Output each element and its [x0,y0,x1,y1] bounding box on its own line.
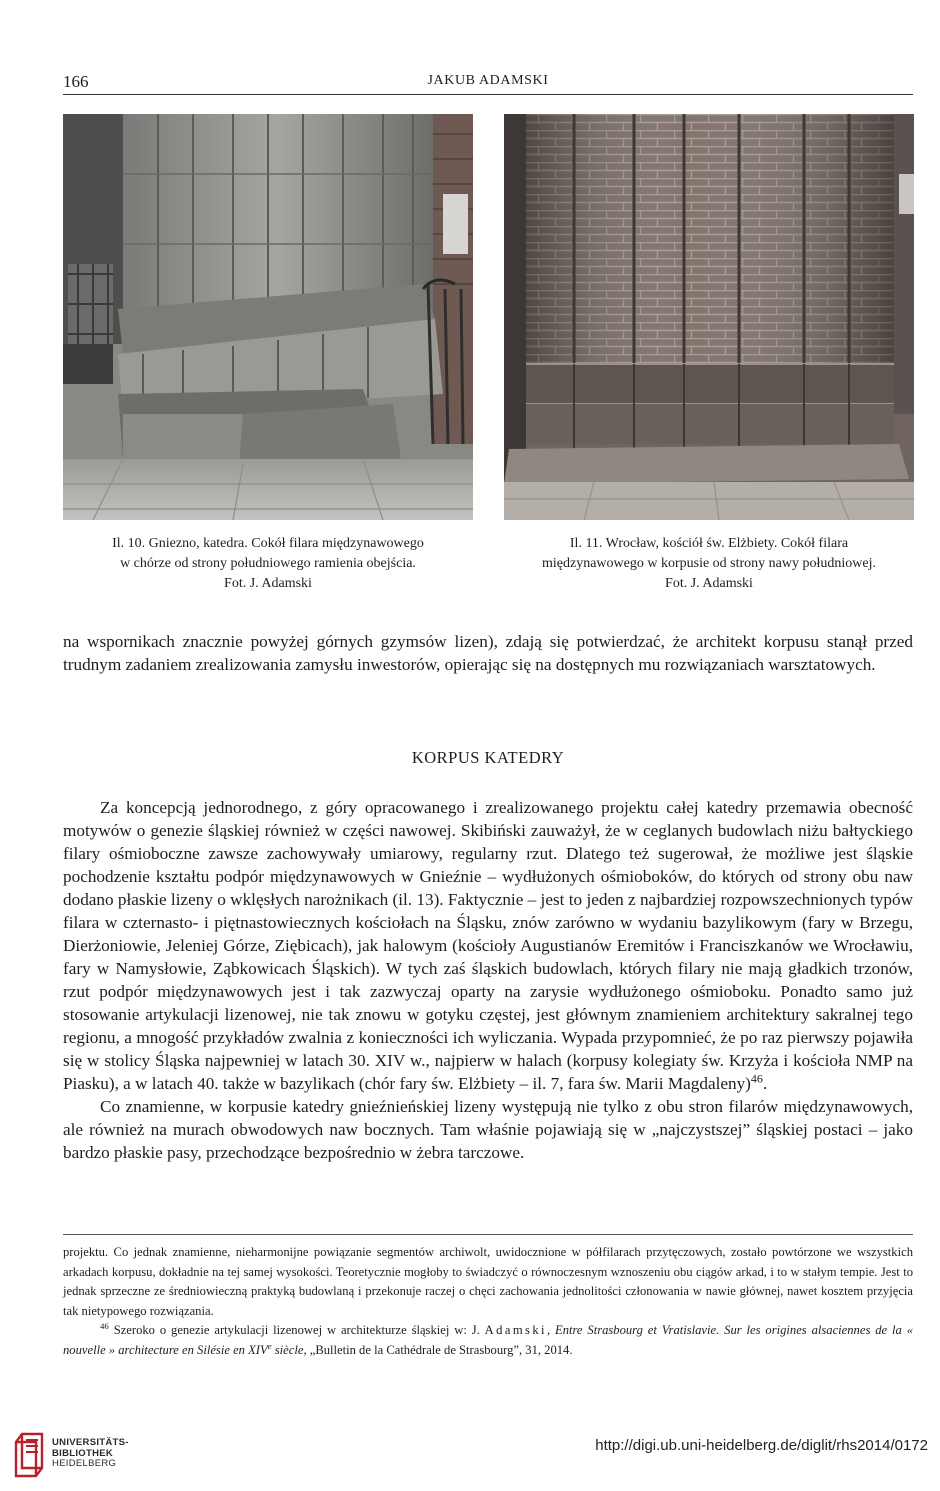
logo-line: UNIVERSITÄTS- [52,1437,129,1448]
caption-line: Fot. J. Adamski [224,576,312,591]
digital-library-url[interactable]: http://digi.ub.uni-heidelberg.de/diglit/rhs2014/0172 [595,1437,928,1454]
page-number: 166 [63,72,89,91]
footnote-46: $^{46}$ Szeroko o genezie artykulacji lizenowej w architekturze śląskiej w: J. Adamski, Entre Strasbourg et Vratislavie. Sur les origines alsaciennes de la « nouvelle » architecture en Silésie en XIVe siècle, „Bulletin de la Cathédrale de Strasbourg”, 31, 2014. [63,1321,913,1357]
continued-paragraph [63,630,913,676]
figure-10-photo [63,114,473,520]
footnote-title: Entre Strasbourg et Vratislavie. Sur les origines alsaciennes de la « nouvelle » architecture en Silésie en XIV [63,1323,913,1357]
footnote-title-superscript: e [267,1340,272,1351]
library-logo-text [52,1438,129,1470]
logo-line: HEIDELBERG [52,1458,117,1469]
footnote-source: , „Bulletin de la Cathédrale de Strasbourg”, 31, 2014. [303,1342,573,1357]
library-emblem-icon [12,1430,48,1478]
footnotes [63,1243,913,1361]
paragraph-end: . [762,1074,768,1093]
caption-line: w chórze od strony południowego ramienia obejścia. [120,556,416,571]
footnote-separator [63,1234,913,1235]
paragraph-text: Za koncepcją jednorodnego, z góry opracowanego i zrealizowanego projektu całej katedry przemawia obecność motywów o genezie śląskiej również w części nawowej. Skibiński zauważył, że w ceglanych budowlach niżu bałtyckiego filary ośmioboczne zawsze zachowywały umiarowy, regularny rzut. Dlatego też sugerował, że możliwe jest śląskie pochodzenie kształtu podpór międzynawowych w Gnieźnie – wydłużonych ośmioboków, do których od strony obu naw dodano płaskie lizeny o wklęsłych narożnikach (il. 13). Faktycznie – jest to jeden z najbardziej rozpowszechnionych typów filara w czternasto- i piętnastowiecznych kościołach na Śląsku, znów zarówno w wydaniu bazylikowym (fary w Brzegu, Dierżoniowie, Jeleniej Górze, Ziębicach), jak halowym (kościoły Augustianów Eremitów i Franciszkanów we Wrocławiu, fary w Namysłowie, Ząbkowicach Śląskich). W tych zaś śląskich budowlach, których filary nie mają gładkich trzonów, rzut podpór międzynawowych jest i tak zazwyczaj oparty na zarysie wydłużonego ośmioboku. Ponadto samo już stosowanie artykulacji lizenowej, nie tak znowu w gotyku częstej, jest głównym znamieniem architektury sakralnej tego regionu, a mnogość przykładów zwalnia z konieczności ich wyliczania. Wypada przypomnieć, że po raz pierwszy pojawiła się w stolicy Śląska najpewniej w latach 30. XIV w., najpierw w halach (korpusy kolegiaty św. Krzyża i kościoła NMP na Piasku), a w latach 40. także w bazylikach (chór fary św. Elżbiety – il. 7, fara św. Marii Magdaleny) [63,798,913,1093]
wroclaw-pillar-photo [504,114,914,520]
footnote-text: Szeroko o genezie artykulacji lizenowej w architekturze śląskiej w: J. [113,1323,480,1338]
footnote-title-end: siècle [271,1342,304,1357]
paragraph: Co znamienne, w korpusie katedry gnieźnieńskiej lizeny występują nie tylko z obu stron filarów międzynawowych, ale również na murach obwodowych naw bocznych. Tam właśnie pojawiają się w „najczystszej” śląskiej postaci – jako bardzo płaskie pasy, przechodzące bezpośrednio w żebra tarczowe. [63,1097,913,1162]
caption-line: Il. 10. Gniezno, katedra. Cokół filara międzynawowego [112,536,424,551]
running-header [63,68,913,95]
footnote-reference[interactable]: 46 [750,1071,763,1086]
caption-line: Il. 11. Wrocław, kościół św. Elżbiety. Cokół filara [569,536,849,551]
running-head-author: JAKUB ADAMSKI [427,73,549,88]
paragraph: na wspornikach znacznie powyżej górnych gzymsów lizen), zdają się potwierdzać, że architekt korpusu stanął przed trudnym zadaniem zrealizowania zamysłu inwestorów, opierając się na dostępnych mu rozwiązaniach warsztatowych. [63,632,913,674]
logo-line: BIBLIOTHEK [52,1447,114,1459]
paragraph [63,796,913,1095]
library-logo [12,1430,152,1480]
footnote-number: 46 [100,1321,109,1332]
figure-10-caption [63,534,473,594]
caption-line: międzynawowego w korpusie od strony nawy południowej. [542,556,876,571]
figure-11-photo [504,114,914,520]
footnote-author: Adamski [484,1323,547,1338]
section-body [63,796,913,1164]
figure-11-caption [504,534,914,594]
caption-line: Fot. J. Adamski [665,576,753,591]
section-heading: KORPUS KATEDRY [411,748,565,767]
footnote-continuation: projektu. Co jednak znamienne, nieharmonijne powiązanie segmentów archiwolt, uwidocznione w półfilarach przytęczowych, zostało powtórzone we wszystkich arkadach korpusu, dokładnie na tej samej wysokości. Teoretycznie mogłoby to świadczyć o równoczesnym wznoszeniu obu ciągów arkad, i to w stałym tempie. Jest to jednak sprzeczne ze średniowieczną praktyką budowlaną i przekonuje raczej o chęci zachowania jednolitości członowania w nawie głównej, nawet kosztem przyjęcia tak nietypowego rozwiązania. [63,1245,913,1318]
gniezno-pillar-photo [63,114,473,520]
